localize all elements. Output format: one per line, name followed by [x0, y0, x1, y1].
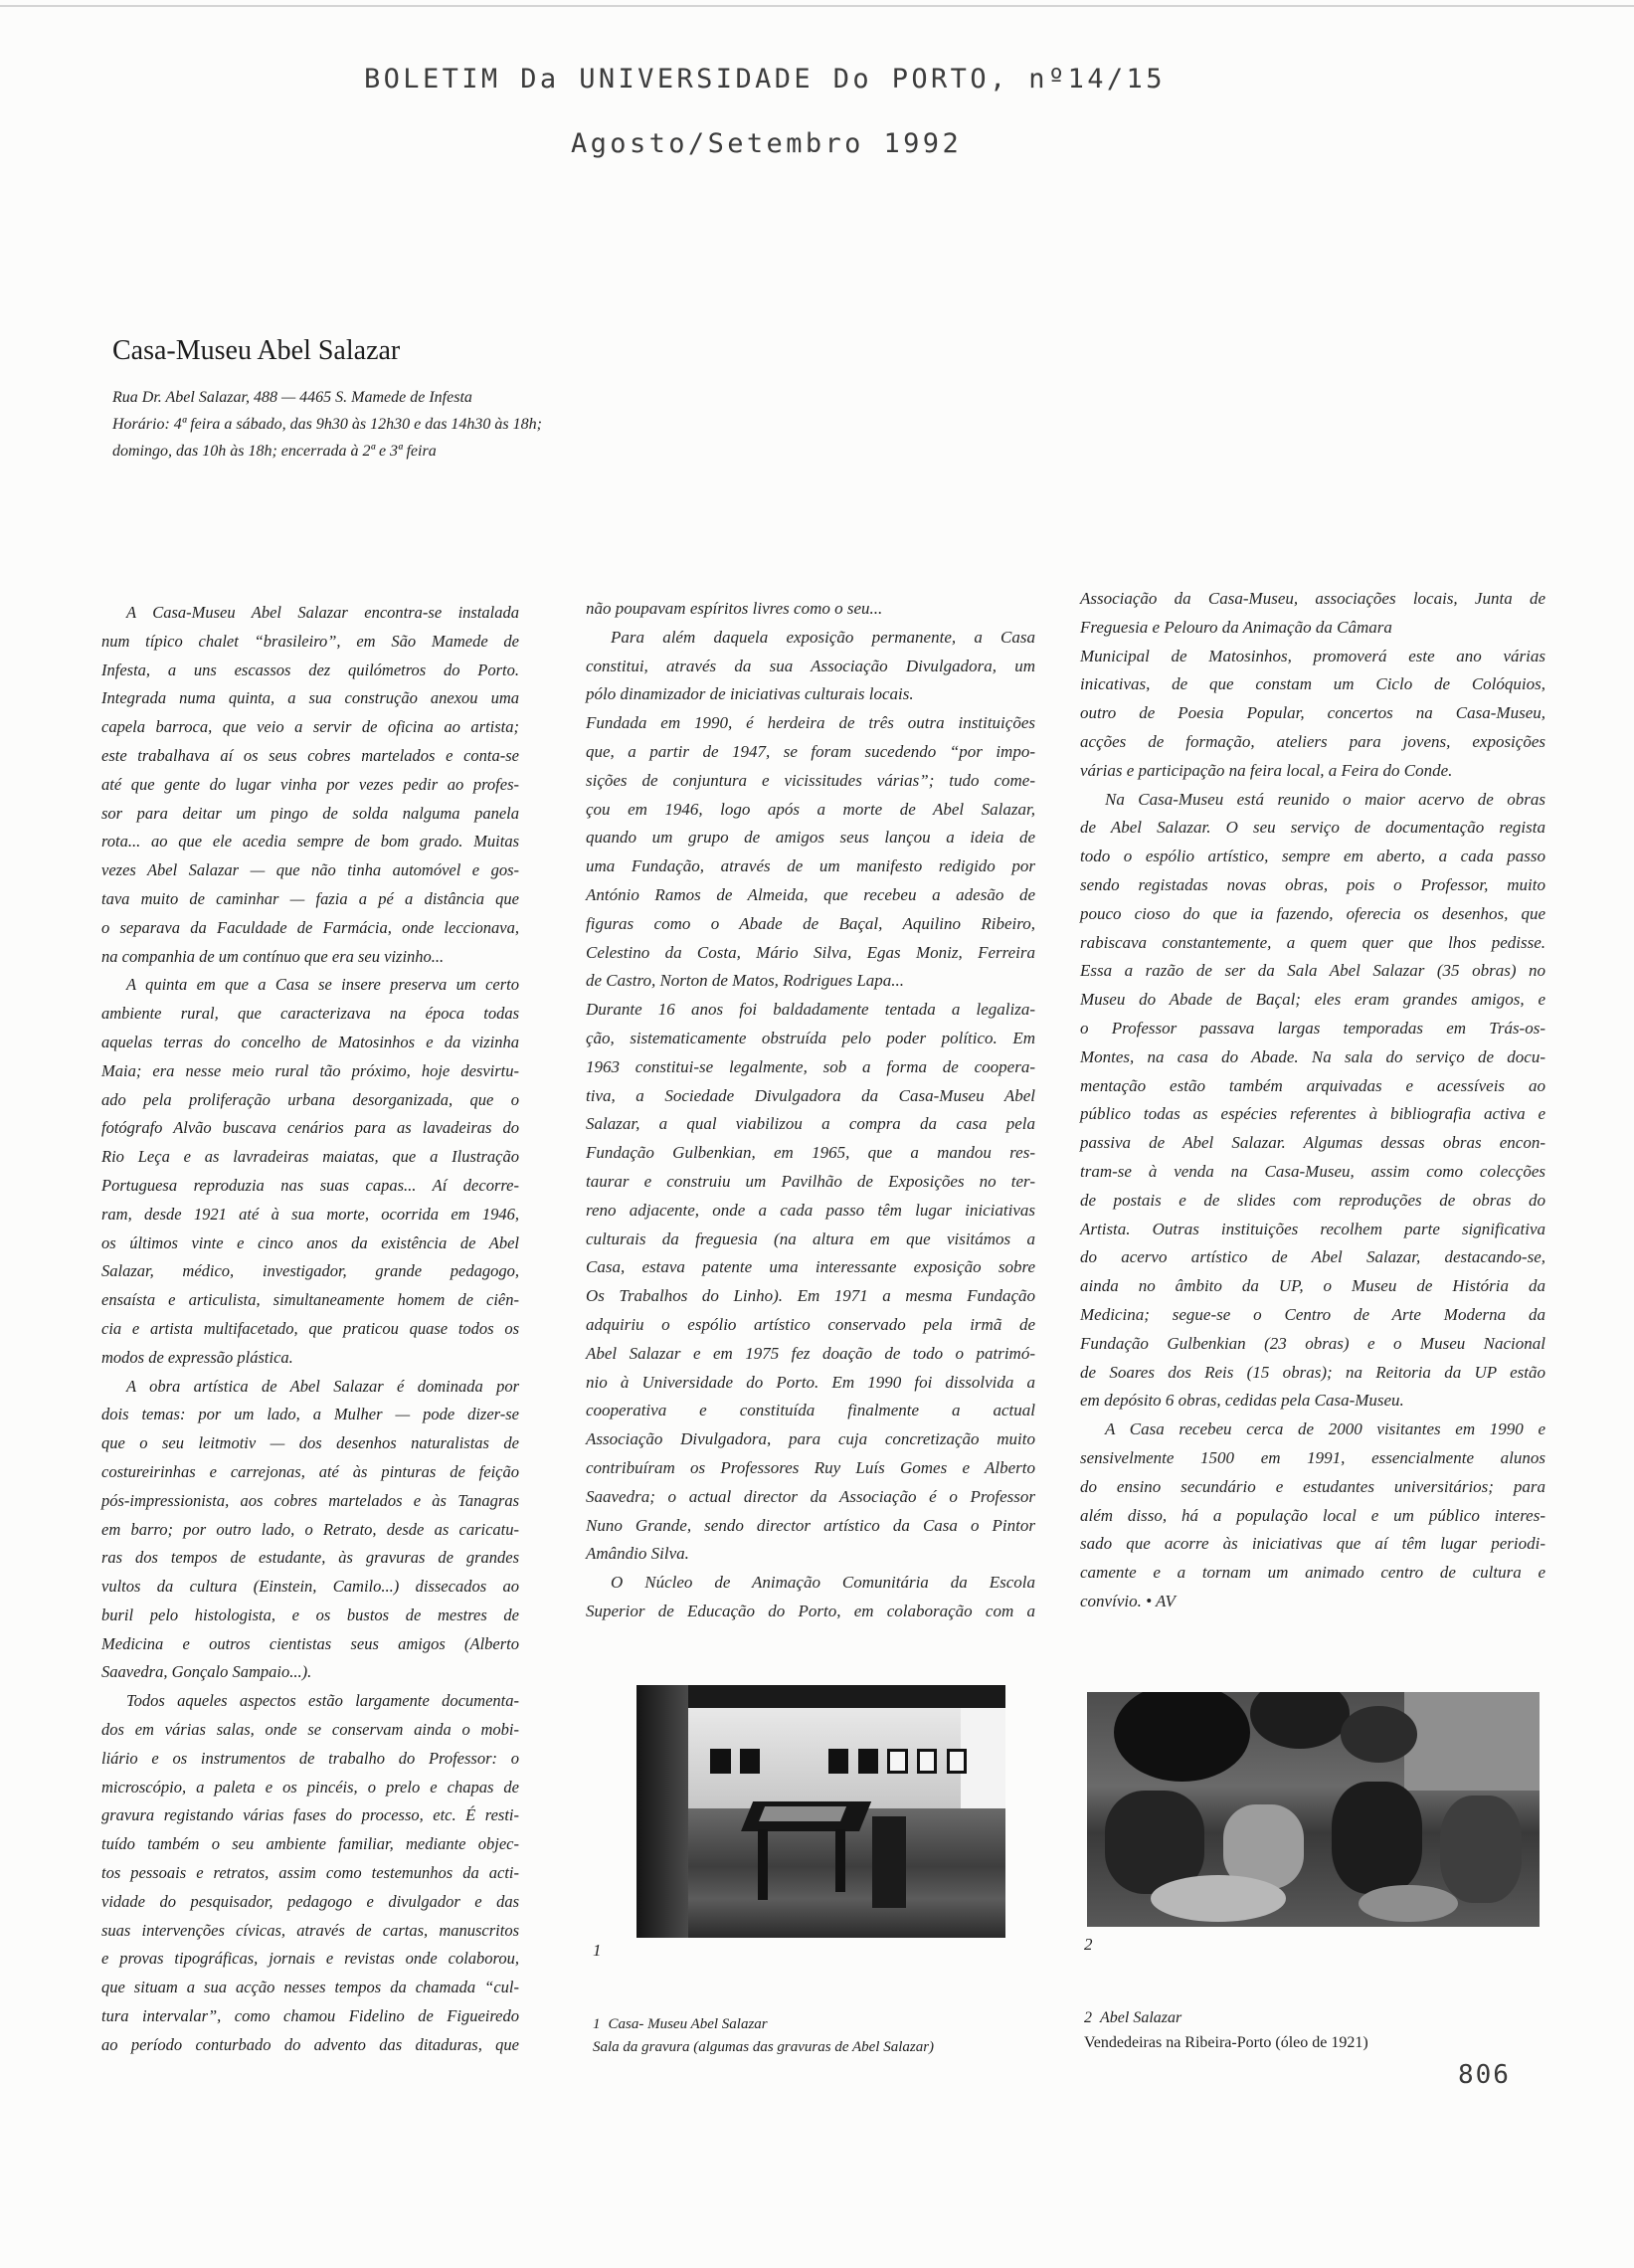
- text-line: público todas as espécies referentes à bibliografia activa e: [1080, 1104, 1545, 1124]
- text-line: liário e os instrumentos de trabalho do Professor: o: [101, 1748, 519, 1768]
- text-line: cooperativa e constituída finalmente a actual: [586, 1401, 1035, 1420]
- text-line: este trabalhava aí os seus cobres martelados e conta-se: [101, 745, 519, 765]
- text-line: Celestino da Costa, Mário Silva, Egas Moniz, Ferreira: [586, 942, 1035, 962]
- photo-press-stand: [872, 1816, 905, 1907]
- museum-hours: Horário: 4ª feira a sábado, das 9h30 às 12h30 e das 14h30 às 18h;: [112, 416, 542, 433]
- caption-number: 2: [1084, 2009, 1092, 2026]
- painting-basket: [1151, 1875, 1287, 1922]
- photo-framed-engraving: [917, 1749, 937, 1774]
- text-line: o Professor passava largas temporadas em Trás-os-: [1080, 1018, 1545, 1038]
- scan-edge-line: [0, 5, 1634, 7]
- photo-left-wall: [636, 1685, 688, 1938]
- text-line: sado que acorre às iniciativas que aí têm lugar periodi-: [1080, 1534, 1545, 1554]
- text-line: quando um grupo de amigos seus lançou a ideia de: [586, 828, 1035, 848]
- text-line: gravura registando várias fases do processo, etc. É resti-: [101, 1805, 519, 1825]
- text-line: aquelas terras do concelho de Matosinhos e da vizinha: [101, 1032, 519, 1051]
- text-line: camente e a tornam um animado centro de cultura e: [1080, 1563, 1545, 1583]
- text-line: Associação Divulgadora, para cuja concretização muito: [586, 1429, 1035, 1449]
- text-line: António Ramos de Almeida, que recebeu a adesão de: [586, 884, 1035, 904]
- text-line: rota... ao que ele acedia sempre de bom grado. Muitas: [101, 832, 519, 851]
- article-title: Casa-Museu Abel Salazar: [112, 335, 401, 366]
- text-line: Fundação Gulbenkian, em 1965, que a mandou res-: [586, 1143, 1035, 1163]
- text-line: pouco cioso do que ia fazendo, oferecia os desenhos, que: [1080, 903, 1545, 923]
- text-line: Todos aqueles aspectos estão largamente documenta-: [126, 1691, 519, 1711]
- text-line: buril pelo histologista, e os bustos de mestres de: [101, 1605, 519, 1624]
- text-line: em barro; por outro lado, o Retrato, desde as caricatu-: [101, 1519, 519, 1539]
- text-line: várias e participação na feira local, a Feira do Conde.: [1080, 760, 1453, 780]
- text-line: o separava da Faculdade de Farmácia, onde leccionava,: [101, 917, 519, 937]
- text-line: Os Trabalhos do Linho). Em 1971 a mesma Fundação: [586, 1286, 1035, 1306]
- text-line: Municipal de Matosinhos, promoverá este ano várias: [1080, 646, 1545, 665]
- text-line: tava muito de caminhar — fazia a pé a distância que: [101, 888, 519, 908]
- text-line: convívio. • AV: [1080, 1591, 1176, 1610]
- text-line: A Casa recebeu cerca de 2000 visitantes em 1990 e: [1105, 1419, 1545, 1439]
- text-line: A obra artística de Abel Salazar é dominada por: [126, 1376, 519, 1396]
- text-line: figuras como o Abade de Baçal, Aquilino Ribeiro,: [586, 913, 1035, 933]
- painting-basket: [1359, 1885, 1458, 1923]
- text-line: Maia; era nesse meio rural tão próximo, hoje desvirtu-: [101, 1060, 519, 1080]
- text-line: Associação da Casa-Museu, associações locais, Junta de: [1080, 589, 1545, 608]
- text-line: culturais da freguesia (na altura em que visitámos a: [586, 1228, 1035, 1248]
- text-line: Amândio Silva.: [586, 1544, 689, 1564]
- text-line: adquiriu o espólio artístico conservado pela irmã de: [586, 1314, 1035, 1334]
- text-line: de Castro, Norton de Matos, Rodrigues Lapa...: [586, 971, 905, 991]
- text-line: pólo dinamizador de iniciativas culturais locais.: [586, 684, 914, 704]
- text-line: Freguesia e Pelouro da Animação da Câmara: [1080, 617, 1392, 637]
- caption-text: Vendedeiras na Ribeira-Porto (óleo de 1921): [1084, 2034, 1368, 2051]
- text-line: tram-se à venda na Casa-Museu, assim como colecções: [1080, 1161, 1545, 1181]
- page-number: 806: [1458, 2060, 1511, 2090]
- text-line: outro de Poesia Popular, concertos na Casa-Museu,: [1080, 703, 1545, 723]
- text-line: A Casa-Museu Abel Salazar encontra-se instalada: [126, 603, 519, 622]
- text-line: os últimos vinte e cinco anos da existência de Abel: [101, 1232, 519, 1252]
- text-line: num típico chalet “brasileiro”, em São Mamede de: [101, 631, 519, 651]
- caption-text: Sala da gravura (algumas das gravuras de Abel Salazar): [593, 2039, 935, 2055]
- figure-2-painting: [1087, 1692, 1540, 1927]
- text-line: nio à Universidade do Porto. Em 1990 foi dissolvida a: [586, 1372, 1035, 1392]
- text-line: cia e artista multifacetado, que praticou quase todos os: [101, 1318, 519, 1338]
- text-line: uma Fundação, através de um manifesto redigido por: [586, 856, 1035, 876]
- text-line: taurar e construiu um Pavilhão de Exposições no ter-: [586, 1171, 1035, 1191]
- text-line: de postais e de slides com reproduções de obras do: [1080, 1190, 1545, 1210]
- text-column-2: [586, 595, 1035, 1626]
- text-line: ambiente rural, que caracterizava na época todas: [101, 1004, 519, 1024]
- painting-figure: [1440, 1796, 1522, 1904]
- text-line: ram, desde 1921 até à sua morte, ocorrida em 1946,: [101, 1204, 519, 1224]
- text-line: 1963 constitui-se legalmente, sob a forma de coopera-: [586, 1056, 1035, 1076]
- text-line: sor para deitar um pingo de solda nalguma panela: [101, 803, 519, 823]
- text-line: tura intervalar”, como chamou Fidelino de Figueiredo: [101, 2006, 519, 2026]
- text-line: Salazar, médico, investigador, grande pedagogo,: [101, 1261, 519, 1281]
- text-line: acções de formação, ateliers para jovens, exposições: [1080, 731, 1545, 751]
- text-column-3: [1080, 585, 1545, 1616]
- text-line: sições de conjuntura e vicissitudes várias”; tudo come-: [586, 770, 1035, 790]
- text-line: mentação estão também arquivadas e acessíveis ao: [1080, 1075, 1545, 1095]
- text-line: Casa, estava patente uma interessante exposição sobre: [586, 1257, 1035, 1277]
- museum-hours-continued: domingo, das 10h às 18h; encerrada à 2ª e 3ª feira: [112, 443, 437, 460]
- text-line: todo o espólio artístico, sempre em aberto, a cada passo: [1080, 847, 1545, 866]
- text-line: Saavedra; o actual director da Associação é o Professor: [586, 1486, 1035, 1506]
- text-line: Essa a razão de ser da Sala Abel Salazar (35 obras) no: [1080, 961, 1545, 981]
- text-line: Medicina e outros cientistas seus amigos (Alberto: [101, 1633, 519, 1653]
- text-line: ção, sistematicamente obstruída pelo poder político. Em: [586, 1028, 1035, 1047]
- text-line: do ensino secundário e estudantes universitários; para: [1080, 1476, 1545, 1496]
- text-line: Nuno Grande, sendo director artístico da Casa o Pintor: [586, 1515, 1035, 1535]
- photo-ceiling: [636, 1685, 1005, 1708]
- text-line: e provas tipográficas, jornais e revistas onde colaborou,: [101, 1949, 519, 1969]
- text-line: ao período conturbado do advento das ditaduras, que: [101, 2034, 519, 2054]
- text-line: Portuguesa reproduzia nas suas capas... Aí decorre-: [101, 1175, 519, 1195]
- caption-title: Abel Salazar: [1100, 2009, 1182, 2026]
- museum-address: Rua Dr. Abel Salazar, 488 — 4465 S. Mamede de Infesta: [112, 389, 472, 406]
- photo-framed-engraving: [710, 1749, 730, 1774]
- text-line: Rio Leça e as lavradeiras maiatas, que a Ilustração: [101, 1147, 519, 1167]
- text-line: ainda no âmbito da UP, o Museu de História da: [1080, 1276, 1545, 1296]
- figure-2-marker: 2: [1084, 1935, 1093, 1954]
- museum-info: [112, 384, 542, 465]
- text-line: ras dos tempos de estudante, às gravuras de grandes: [101, 1548, 519, 1568]
- bulletin-title: BOLETIM Da UNIVERSIDADE Do PORTO, nº14/15: [364, 64, 1166, 94]
- text-line: reno adjacente, onde a cada passo têm lugar iniciativas: [586, 1200, 1035, 1220]
- text-line: Montes, na casa do Abade. Na sala do serviço de docu-: [1080, 1046, 1545, 1066]
- painting-sky: [1404, 1692, 1541, 1791]
- text-line: vidade do pesquisador, pedagogo e divulgador e das: [101, 1891, 519, 1911]
- text-line: Medicina; segue-se o Centro de Arte Moderna da: [1080, 1304, 1545, 1324]
- photo-table-leg: [835, 1829, 845, 1893]
- text-line: pós-impressionista, aos cobres martelados e às Tanagras: [101, 1490, 519, 1510]
- text-line: tiva, a Sociedade Divulgadora da Casa-Museu Abel: [586, 1085, 1035, 1105]
- photo-framed-engraving: [858, 1749, 878, 1774]
- figure-1-caption: [593, 2013, 934, 2059]
- text-line: que, a partir de 1947, se foram sucedendo “por impo-: [586, 741, 1035, 761]
- text-line: na companhia de um contínuo que era seu vizinho...: [101, 946, 445, 966]
- text-line: Saavedra, Gonçalo Sampaio...).: [101, 1662, 312, 1682]
- text-line: rabiscava constantemente, a quem quer que lhos pedisse.: [1080, 932, 1545, 952]
- bulletin-date: Agosto/Setembro 1992: [571, 128, 963, 159]
- text-line: inicativas, de que constam um Ciclo de Colóquios,: [1080, 674, 1545, 694]
- text-line: Para além daquela exposição permanente, a Casa: [611, 627, 1035, 647]
- text-line: não poupavam espíritos livres como o seu...: [586, 599, 883, 618]
- figure-1-marker: 1: [593, 1941, 602, 1960]
- text-line: do acervo artístico de Abel Salazar, destacando-se,: [1080, 1247, 1545, 1267]
- painting-figure: [1332, 1782, 1422, 1894]
- text-line: Artista. Outras instituições recolhem parte significativa: [1080, 1219, 1545, 1238]
- text-line: além disso, há a população local e um público interes-: [1080, 1505, 1545, 1525]
- text-line: dois temas: por um lado, a Mulher — pode dizer-se: [101, 1405, 519, 1424]
- text-line: suas intervenções cívicas, através de cartas, manuscritos: [101, 1920, 519, 1940]
- figure-2-caption: [1084, 2005, 1368, 2055]
- text-line: em depósito 6 obras, cedidas pela Casa-Museu.: [1080, 1391, 1404, 1411]
- text-line: çou em 1946, logo após a morte de Abel Salazar,: [586, 799, 1035, 819]
- text-line: capela barroca, que veio a servir de oficina ao artista;: [101, 717, 519, 737]
- text-line: modos de expressão plástica.: [101, 1347, 293, 1367]
- text-line: contribuíram os Professores Ruy Luís Gomes e Alberto: [586, 1457, 1035, 1477]
- text-line: Abel Salazar e em 1975 fez doação de todo o patrimó-: [586, 1343, 1035, 1363]
- photo-table-leg: [758, 1829, 768, 1900]
- text-line: dos em várias salas, onde se conservam ainda o mobi-: [101, 1720, 519, 1740]
- text-line: Integrada numa quinta, a sua construção anexou uma: [101, 688, 519, 708]
- text-line: A quinta em que a Casa se insere preserva um certo: [126, 975, 519, 995]
- text-line: passiva de Abel Salazar. Algumas dessas obras encon-: [1080, 1133, 1545, 1153]
- text-line: até que gente do lugar vinha por vezes pedir ao profes-: [101, 774, 519, 794]
- text-line: Na Casa-Museu está reunido o maior acervo de obras: [1105, 789, 1545, 809]
- figure-1-photo: [636, 1685, 1005, 1938]
- text-line: que situam a sua acção nesses tempos da chamada “cul-: [101, 1978, 519, 1997]
- text-line: constitui, através da sua Associação Divulgadora, um: [586, 656, 1035, 675]
- text-line: Salazar, a qual viabilizou a compra da casa pela: [586, 1114, 1035, 1134]
- photo-framed-engraving: [887, 1749, 907, 1774]
- painting-umbrella: [1114, 1692, 1250, 1782]
- text-line: Fundada em 1990, é herdeira de três outra instituições: [586, 713, 1035, 733]
- text-line: Museu do Abade de Baçal; eles eram grandes amigos, e: [1080, 990, 1545, 1010]
- photo-framed-engraving: [828, 1749, 848, 1774]
- text-line: Durante 16 anos foi baldadamente tentada a legaliza-: [586, 1000, 1035, 1020]
- text-line: ensaísta e articulista, simultaneamente homem de ciên-: [101, 1290, 519, 1310]
- text-line: ado pela proliferação urbana desorganizada, que o: [101, 1089, 519, 1109]
- text-line: Infesta, a uns escassos dez quilómetros do Porto.: [101, 660, 519, 679]
- text-line: sendo registadas novas obras, pois o Professor, muito: [1080, 874, 1545, 894]
- text-line: vezes Abel Salazar — que não tinha automóvel e gos-: [101, 860, 519, 880]
- text-line: microscópio, a paleta e os pincéis, o prelo e chapas de: [101, 1777, 519, 1796]
- text-line: Superior de Educação do Porto, em colaboração com a: [586, 1601, 1035, 1620]
- text-line: costureirinhas e carrejonas, até às pinturas de feição: [101, 1461, 519, 1481]
- text-line: tos pessoais e retratos, assim como testemunhos da acti-: [101, 1863, 519, 1883]
- text-line: O Núcleo de Animação Comunitária da Escola: [611, 1573, 1035, 1593]
- text-line: vultos da cultura (Einstein, Camilo...) dissecados ao: [101, 1577, 519, 1597]
- photo-display-glass: [759, 1806, 846, 1821]
- photo-doorway: [961, 1708, 1005, 1824]
- photo-framed-engraving: [740, 1749, 760, 1774]
- text-line: que o seu leitmotiv — dos desenhos naturalistas de: [101, 1433, 519, 1453]
- photo-framed-engraving: [947, 1749, 967, 1774]
- caption-number: 1: [593, 2016, 601, 2032]
- text-column-1: [101, 599, 519, 2060]
- text-line: Fundação Gulbenkian (23 obras) e o Museu Nacional: [1080, 1333, 1545, 1353]
- text-line: tuído também o seu ambiente familiar, mediante objec-: [101, 1834, 519, 1854]
- text-line: fotógrafo Alvão buscava cenários para as lavadeiras do: [101, 1118, 519, 1138]
- text-line: de Abel Salazar. O seu serviço de documentação regista: [1080, 818, 1545, 838]
- painting-umbrella: [1250, 1692, 1350, 1749]
- caption-title: Casa- Museu Abel Salazar: [608, 2016, 768, 2032]
- text-line: sensivelmente 1500 em 1991, essencialmente alunos: [1080, 1447, 1545, 1467]
- text-line: de Soares dos Reis (15 obras); na Reitoria da UP estão: [1080, 1362, 1545, 1382]
- painting-umbrella: [1341, 1706, 1417, 1763]
